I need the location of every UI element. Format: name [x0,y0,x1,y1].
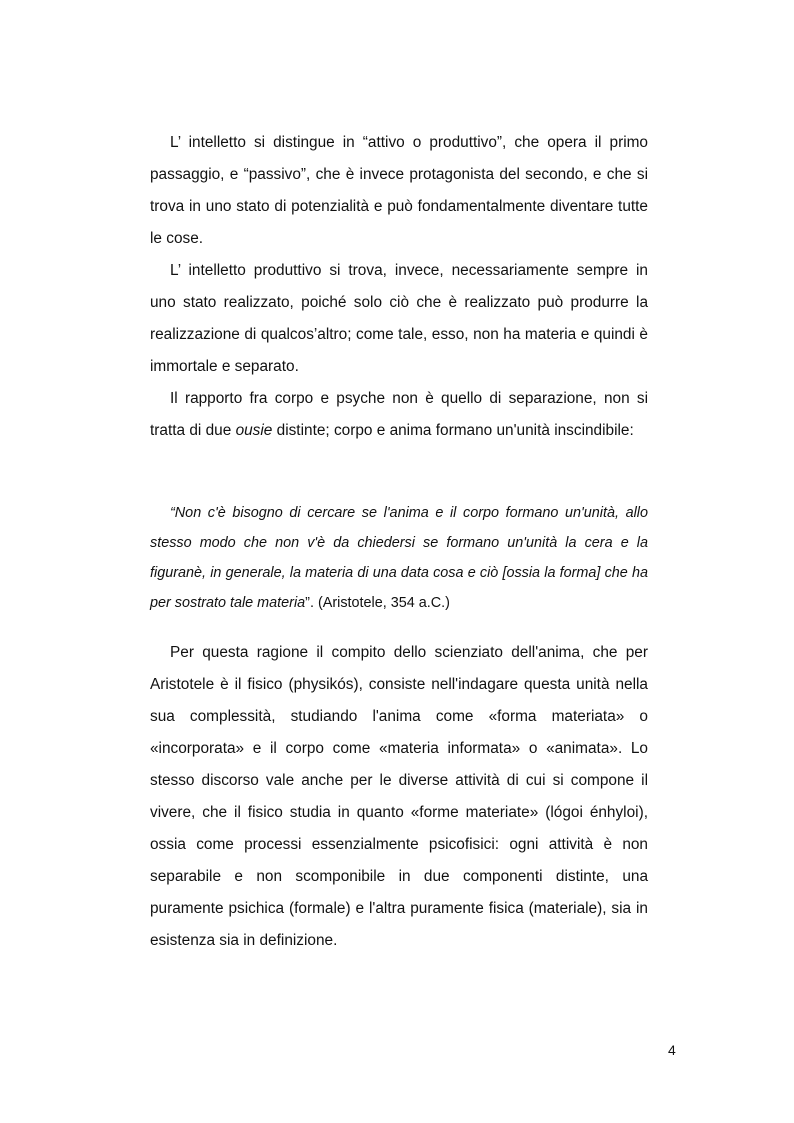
paragraph-corpo-psyche-italic-term: ousie [235,422,273,439]
quote-citation: (Aristotele, 354 a.C.) [317,595,450,611]
quote-text: “Non c'è bisogno di cercare se l'anima e il corpo formano un'unità, allo stesso modo che non v'è da chiedersi se formano un'unità la cera e la figuranè, in generale, la materia di una data cosa e ciò [ossia la forma] che ha per sostrato tale materia [150,505,648,611]
quote-closing: ”. [305,595,318,611]
paragraph-corpo-psyche-text-1: Il rapporto fra corpo e psyche non è quello di separazione, non si tratta di due [150,390,648,439]
paragraph-intelletto-produttivo: L’ intelletto produttivo si trova, invece, necessariamente sempre in uno stato realizzato, poiché solo ciò che è realizzato può produrre la realizzazione di qualcos’altro; come tale, esso, non ha materia e quindi è immortale e separato. [150,262,648,375]
paragraph-intelletto-attivo-passivo: L’ intelletto si distingue in “attivo o produttivo”, che opera il primo passaggio, e “passivo”, che è invece protagonista del secondo, e che si trova in uno stato di potenzialità e può fondamentalmente diventare tutte le cose. [150,134,648,247]
aristotle-quote [150,498,648,618]
paragraph-corpo-psyche [150,383,648,447]
paragraph-corpo-psyche-text-2: distinte; corpo e anima formano un'unità inscindibile: [272,422,634,439]
paragraph-scienziato-anima: Per questa ragione il compito dello scienziato dell'anima, che per Aristotele è il fisico (physikós), consiste nell'indagare questa unità nella sua complessità, studiando l'anima come «forma materiata» o «incorporata» e il corpo come «materia informata» o «animata». Lo stesso discorso vale anche per le diverse attività di cui si compone il vivere, che il fisico studia in quanto «forme materiate» (lógoi énhyloi), ossia come processi essenzialmente psicofisici: ogni attività è non separabile e non scomponibile in due componenti distinte, una puramente psichica (formale) e l'altra puramente fisica (materiale), sia in esistenza sia in definizione. [150,644,648,949]
page-number: 4 [668,1042,676,1058]
